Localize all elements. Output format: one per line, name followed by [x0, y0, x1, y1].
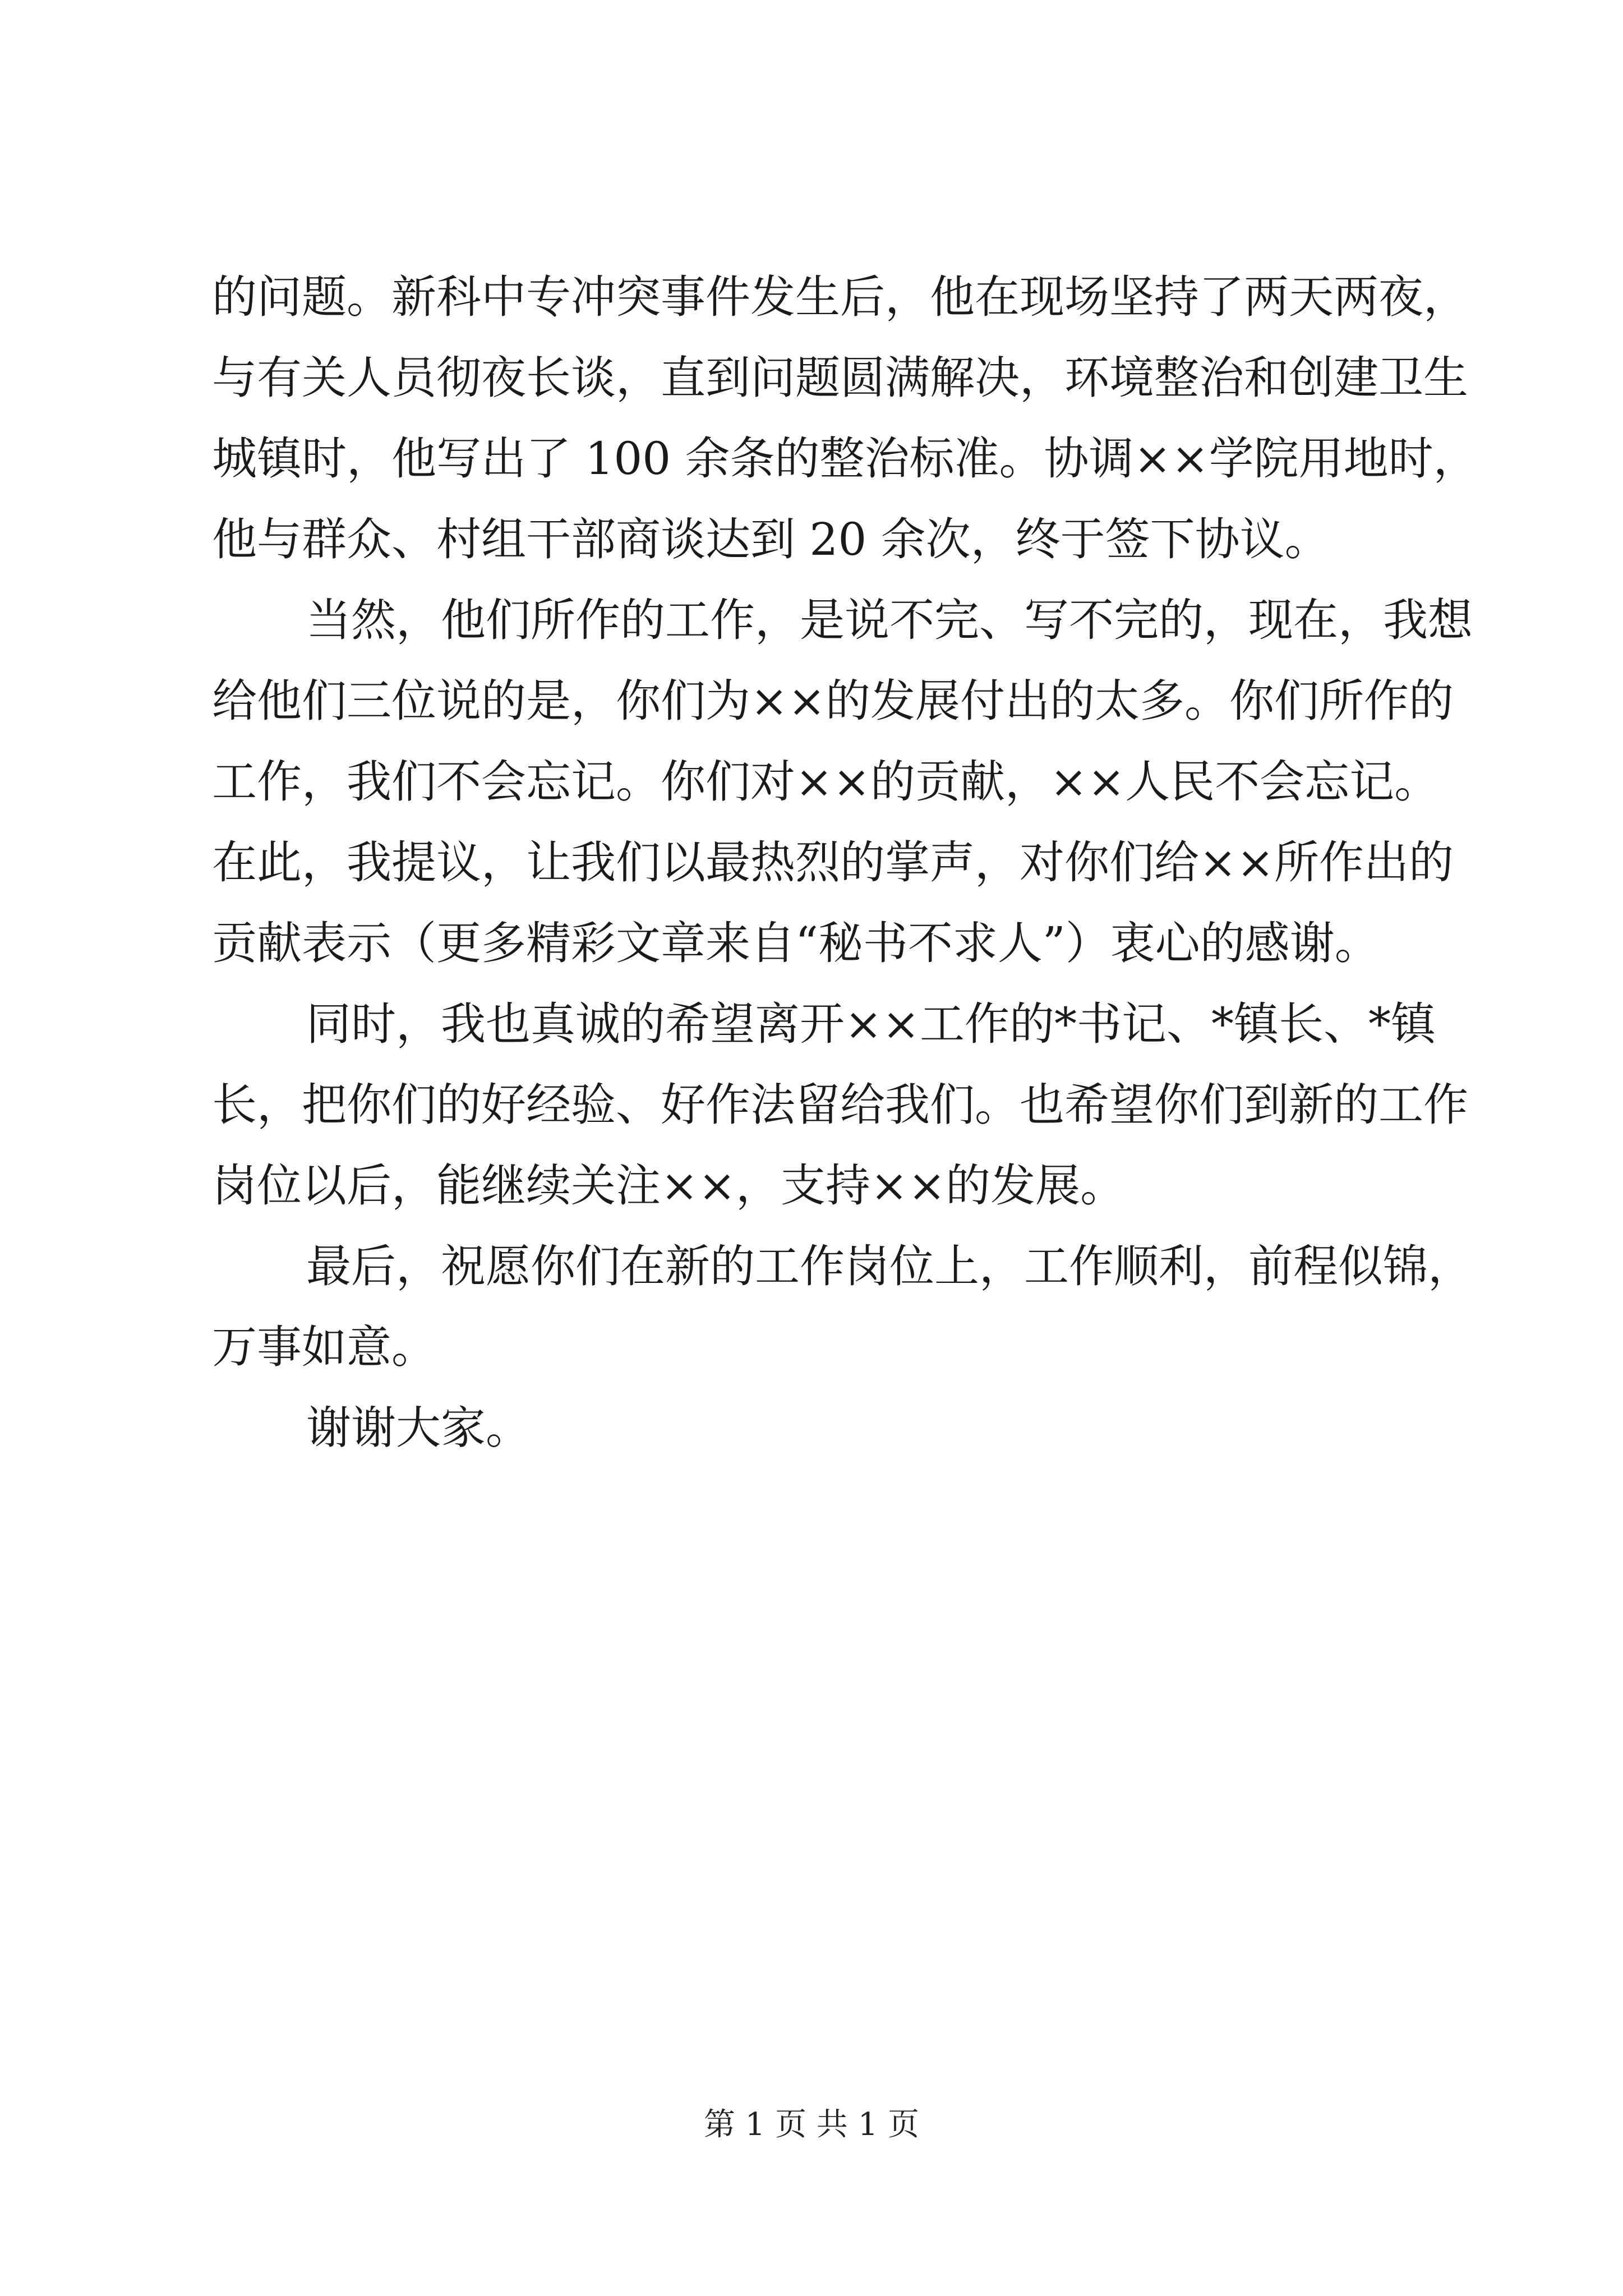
paragraph: [212, 580, 1473, 984]
text-line: 与有关人员彻夜长谈，直到问题圆满解决，环境整治和创建卫生: [212, 352, 1468, 404]
text-line: 当然，他们所作的工作，是说不完、写不完的，现在，我想: [306, 594, 1473, 646]
paragraph: [212, 984, 1468, 1226]
text-line: 万事如意。: [212, 1321, 436, 1373]
text-line: 城镇时，他写出了 100 余条的整治标准。协调××学院用地时，: [212, 432, 1478, 485]
text-line: 给他们三位说的是，你们为××的发展付出的太多。你们所作的: [212, 675, 1454, 727]
paragraph: [212, 1226, 1473, 1388]
text-line: 长，把你们的好经验、好作法留给我们。也希望你们到新的工作: [212, 1079, 1468, 1131]
document-body: [212, 257, 1478, 1469]
text-line: 工作，我们不会忘记。你们对××的贡献，××人民不会忘记。: [212, 756, 1440, 808]
text-line: 的问题。新科中专冲突事件发生后，他在现场坚持了两天两夜，: [212, 271, 1468, 323]
text-line: 岗位以后，能继续关注××，支持××的发展。: [212, 1159, 1126, 1212]
text-line: 在此，我提议，让我们以最热烈的掌声，对你们给××所作出的: [212, 836, 1454, 889]
text-line: 最后，祝愿你们在新的工作岗位上，工作顺利，前程似锦，: [306, 1240, 1473, 1292]
text-line: 谢谢大家。: [306, 1402, 531, 1454]
paragraph: [212, 257, 1478, 580]
paragraph: [212, 1388, 1435, 1469]
text-line: 同时，我也真诚的希望离开××工作的*书记、*镇长、*镇: [306, 998, 1436, 1050]
page-number-footer: 第 1 页 共 1 页: [703, 2106, 920, 2143]
text-line: 他与群众、村组干部商谈达到 20 余次，终于签下协议。: [212, 513, 1330, 565]
text-line: 贡献表示（更多精彩文章来自“秘书不求人”）衷心的感谢。: [212, 917, 1380, 969]
